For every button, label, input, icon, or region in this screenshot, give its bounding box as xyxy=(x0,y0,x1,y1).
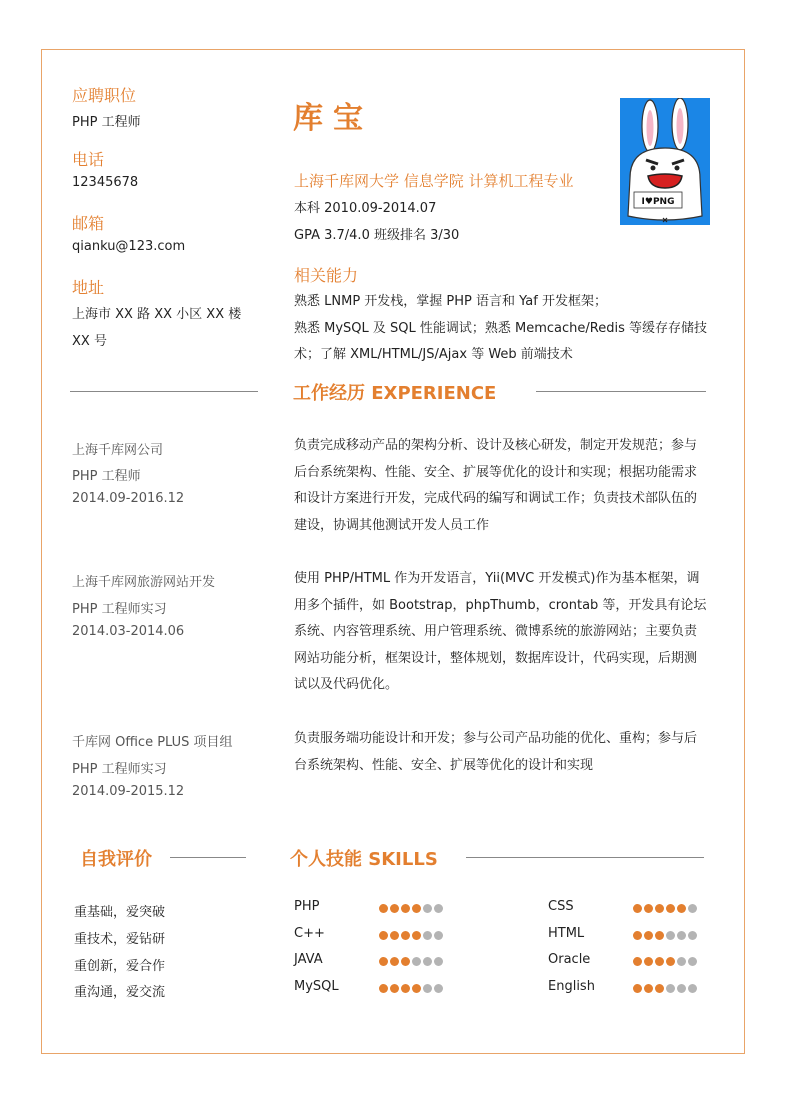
rating-dot-filled xyxy=(655,931,664,940)
rating-dot-empty xyxy=(688,984,697,993)
skill-rating xyxy=(633,957,697,966)
rating-dot-filled xyxy=(390,957,399,966)
phone-label: 电话 xyxy=(72,150,105,169)
job-line: 台系统架构、性能、安全、扩展等优化的设计和实现 xyxy=(294,757,594,773)
skill-rating xyxy=(379,957,443,966)
address-label: 地址 xyxy=(72,278,105,297)
rating-dot-filled xyxy=(666,957,675,966)
rating-dot-empty xyxy=(688,904,697,913)
rating-dot-empty xyxy=(423,904,432,913)
rating-dot-empty xyxy=(412,957,421,966)
rating-dot-empty xyxy=(423,931,432,940)
divider-right xyxy=(536,391,706,392)
job-role: PHP 工程师实习 xyxy=(72,602,167,617)
job-period: 2014.03-2014.06 xyxy=(72,624,185,639)
rating-dot-empty xyxy=(434,931,443,940)
skill-row xyxy=(548,979,708,997)
rating-dot-empty xyxy=(666,984,675,993)
position-label: 应聘职位 xyxy=(72,86,137,105)
job-company: 上海千库网旅游网站开发 xyxy=(72,575,216,590)
skill-rating xyxy=(633,904,697,913)
self-eval-item: 重基础，爱突破 xyxy=(74,905,166,920)
rating-dot-filled xyxy=(401,904,410,913)
skill-rating xyxy=(379,904,443,913)
rating-dot-filled xyxy=(379,904,388,913)
job-role: PHP 工程师实习 xyxy=(72,762,167,777)
rating-dot-filled xyxy=(401,931,410,940)
rating-dot-filled xyxy=(655,957,664,966)
rating-dot-filled xyxy=(412,904,421,913)
rating-dot-filled xyxy=(401,957,410,966)
rating-dot-empty xyxy=(688,957,697,966)
rating-dot-filled xyxy=(633,904,642,913)
skill-name: Oracle xyxy=(548,952,591,967)
job-role: PHP 工程师 xyxy=(72,469,141,484)
skill-row xyxy=(548,926,708,944)
skill-name: PHP xyxy=(294,899,320,914)
rating-dot-filled xyxy=(379,957,388,966)
rating-dot-filled xyxy=(644,904,653,913)
rating-dot-filled xyxy=(644,957,653,966)
rating-dot-filled xyxy=(379,984,388,993)
skill-rating xyxy=(379,931,443,940)
rating-dot-filled xyxy=(655,984,664,993)
rating-dot-filled xyxy=(666,904,675,913)
skill-name: HTML xyxy=(548,925,585,941)
phone-value: 12345678 xyxy=(72,175,139,190)
candidate-name: 库宝 xyxy=(293,101,373,136)
rating-dot-filled xyxy=(390,931,399,940)
job-description xyxy=(294,726,714,779)
self-eval-title: 自我评价 xyxy=(80,849,152,870)
rating-dot-empty xyxy=(677,984,686,993)
skill-rating xyxy=(633,984,697,993)
self-eval-divider xyxy=(170,857,246,858)
rating-dot-filled xyxy=(390,984,399,993)
skill-name: English xyxy=(548,978,595,994)
rating-dot-filled xyxy=(644,984,653,993)
skill-row xyxy=(548,899,708,917)
rating-dot-filled xyxy=(633,957,642,966)
ability-line: 熟悉 LNMP 开发栈，掌握 PHP 语言和 Yaf 开发框架； xyxy=(294,294,607,309)
gpa-line: GPA 3.7/4.0 班级排名 3/30 xyxy=(294,228,460,243)
rating-dot-filled xyxy=(633,931,642,940)
skill-row xyxy=(294,899,454,917)
skills-divider xyxy=(466,857,704,858)
skill-row xyxy=(294,979,454,997)
address-line-1: 上海市 XX 路 XX 小区 XX 楼 xyxy=(72,307,242,322)
rating-dot-empty xyxy=(677,957,686,966)
rating-dot-empty xyxy=(434,984,443,993)
profile-photo xyxy=(620,98,710,225)
rating-dot-empty xyxy=(423,984,432,993)
abilities-title: 相关能力 xyxy=(294,266,359,285)
job-line: 使用 PHP/HTML 作为开发语言，Yii(MVC 开发模式)作为基本框架，调 xyxy=(294,571,700,586)
job-description xyxy=(294,433,714,539)
job-line: 用多个插件，如 Bootstrap，phpThumb，crontab 等，开发具有论坛 xyxy=(294,597,707,613)
rating-dot-filled xyxy=(390,904,399,913)
job-line: 后台系统架构、性能、安全、扩展等优化的设计和实现；根据功能需求 xyxy=(294,464,698,480)
skill-row xyxy=(294,952,454,970)
rating-dot-empty xyxy=(666,931,675,940)
skill-name: C++ xyxy=(294,925,325,941)
skill-row xyxy=(294,926,454,944)
rating-dot-filled xyxy=(412,931,421,940)
skills-title: 个人技能 SKILLS xyxy=(290,849,438,870)
email-value: qianku@123.com xyxy=(72,239,186,254)
rating-dot-filled xyxy=(401,984,410,993)
rating-dot-empty xyxy=(677,931,686,940)
rating-dot-filled xyxy=(677,904,686,913)
self-eval-item: 重技术，爱钻研 xyxy=(74,932,166,947)
position-value: PHP 工程师 xyxy=(72,115,141,130)
ability-line: 熟悉 MySQL 及 SQL 性能调试；熟悉 Memcache/Redis 等缓存存储技 xyxy=(294,320,707,336)
job-period: 2014.09-2015.12 xyxy=(72,784,185,799)
experience-title: 工作经历 EXPERIENCE xyxy=(293,383,497,404)
skill-name: JAVA xyxy=(294,952,323,967)
rating-dot-filled xyxy=(633,984,642,993)
rating-dot-filled xyxy=(379,931,388,940)
rating-dot-filled xyxy=(655,904,664,913)
divider-left xyxy=(70,391,258,392)
abilities-text xyxy=(294,289,714,369)
email-label: 邮箱 xyxy=(72,214,105,233)
skill-rating xyxy=(379,984,443,993)
degree-line: 本科 2010.09-2014.07 xyxy=(294,201,437,216)
self-eval-item: 重沟通，爱交流 xyxy=(74,985,166,1000)
job-line: 负责完成移动产品的架构分析、设计及核心研发，制定开发规范；参与 xyxy=(294,438,698,453)
job-line: 和设计方案进行开发，完成代码的编写和调试工作；负责技术部队伍的 xyxy=(294,491,698,506)
address-line-2: XX 号 xyxy=(72,334,107,349)
job-line: 网站功能分析，框架设计，整体规划，数据库设计，代码实现，后期测 xyxy=(294,650,698,666)
skill-rating xyxy=(633,931,697,940)
rating-dot-filled xyxy=(644,931,653,940)
job-line: 系统、内容管理系统、用户管理系统、微博系统的旅游网站；主要负责 xyxy=(294,624,698,639)
job-line: 试以及代码优化。 xyxy=(294,677,399,692)
job-company: 千库网 Office PLUS 项目组 xyxy=(72,735,233,750)
job-description xyxy=(294,566,714,699)
job-period: 2014.09-2016.12 xyxy=(72,491,185,506)
job-line: 负责服务端功能设计和开发；参与公司产品功能的优化、重构；参与后 xyxy=(294,731,698,746)
skill-name: MySQL xyxy=(294,978,339,994)
ability-line: 术；了解 XML/HTML/JS/Ajax 等 Web 前端技术 xyxy=(294,347,573,362)
rating-dot-empty xyxy=(434,904,443,913)
rating-dot-empty xyxy=(423,957,432,966)
rating-dot-empty xyxy=(688,931,697,940)
photo-badge: I♥PNG xyxy=(641,197,675,207)
job-company: 上海千库网公司 xyxy=(72,443,164,458)
skill-name: CSS xyxy=(548,899,574,914)
job-line: 建设，协调其他测试开发人员工作 xyxy=(294,517,490,533)
skill-row xyxy=(548,952,708,970)
self-eval-item: 重创新，爱合作 xyxy=(74,959,166,974)
school-line: 上海千库网大学 信息学院 计算机工程专业 xyxy=(294,172,574,190)
rating-dot-filled xyxy=(412,984,421,993)
rating-dot-empty xyxy=(434,957,443,966)
